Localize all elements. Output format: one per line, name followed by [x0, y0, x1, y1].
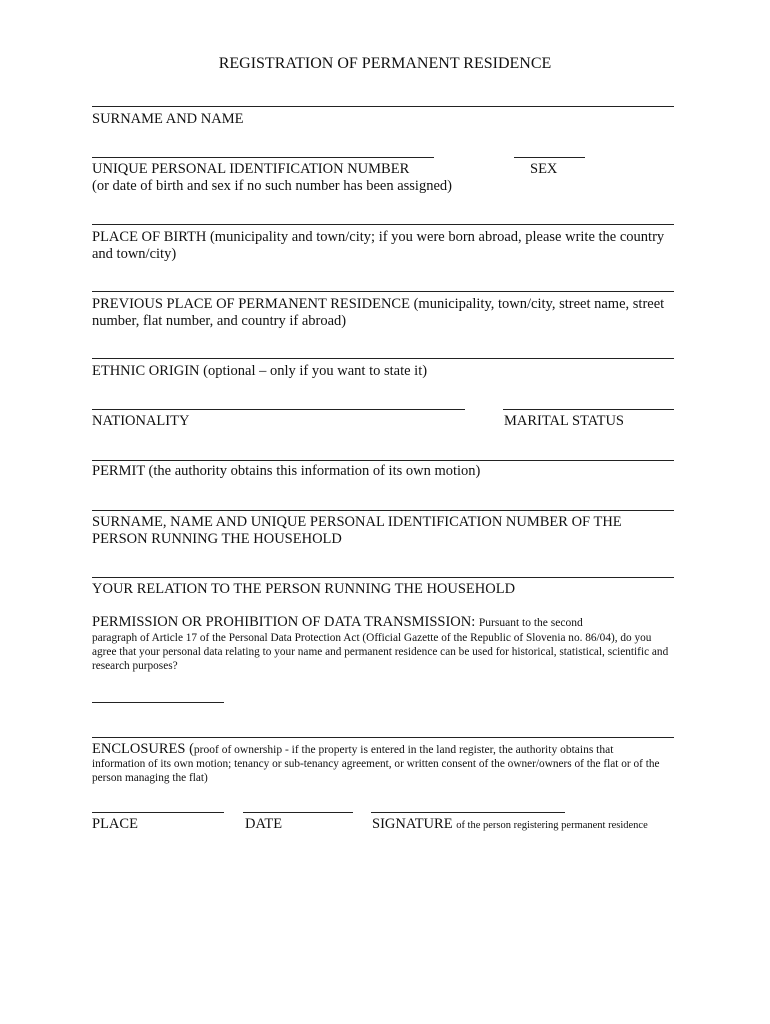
- permit-label: PERMIT (the authority obtains this information of its own motion): [92, 463, 481, 479]
- ethnic-origin-label: ETHNIC ORIGIN (optional – only if you want to state it): [92, 363, 428, 379]
- place-line[interactable]: [92, 812, 224, 813]
- enclosures-text-inline: proof of ownership - if the property is entered in the land register, the authority obtains that: [193, 744, 614, 756]
- permit-line[interactable]: [92, 460, 674, 461]
- unique-id-label: UNIQUE PERSONAL IDENTIFICATION NUMBER: [92, 161, 410, 177]
- signature-label: SIGNATURE: [372, 816, 453, 832]
- enclosures-heading: ENCLOSURES (: [92, 741, 194, 757]
- nationality-line[interactable]: [92, 409, 465, 410]
- permission-heading: PERMISSION OR PROHIBITION OF DATA TRANSMISSION:: [92, 614, 476, 630]
- page-title: REGISTRATION OF PERMANENT RESIDENCE: [218, 55, 552, 72]
- previous-residence-label: PREVIOUS PLACE OF PERMANENT RESIDENCE (municipality, town/city, street name, street number, flat number, and country if abroad): [92, 296, 665, 329]
- surname-name-label: SURNAME AND NAME: [92, 111, 244, 127]
- nationality-label: NATIONALITY: [92, 413, 190, 429]
- relation-label: YOUR RELATION TO THE PERSON RUNNING THE HOUSEHOLD: [92, 581, 516, 597]
- previous-residence-line[interactable]: [92, 291, 674, 292]
- permission-answer-line[interactable]: [92, 702, 224, 703]
- date-line[interactable]: [243, 812, 353, 813]
- household-head-line[interactable]: [92, 510, 674, 511]
- marital-status-label: MARITAL STATUS: [504, 413, 624, 429]
- date-label: DATE: [245, 816, 283, 832]
- permission-text-inline: Pursuant to the second: [478, 617, 583, 629]
- surname-name-line[interactable]: [92, 106, 674, 107]
- permission-heading-row: [92, 614, 583, 632]
- household-head-label: SURNAME, NAME AND UNIQUE PERSONAL IDENTIFICATION NUMBER OF THE PERSON RUNNING THE HOUSEHOLD: [92, 514, 622, 547]
- place-of-birth-line[interactable]: [92, 224, 674, 225]
- enclosures-text: information of its own motion; tenancy or sub-tenancy agreement, or written consent of the owner/owners of the flat or of the person managing the flat): [92, 758, 660, 784]
- enclosures-line[interactable]: [92, 737, 674, 738]
- relation-line[interactable]: [92, 577, 674, 578]
- marital-status-line[interactable]: [503, 409, 674, 410]
- ethnic-origin-line[interactable]: [92, 358, 674, 359]
- unique-id-line[interactable]: [92, 157, 434, 158]
- place-of-birth-label: PLACE OF BIRTH (municipality and town/city; if you were born abroad, please write the country and town/city): [92, 229, 665, 262]
- signature-note: of the person registering permanent residence: [456, 820, 648, 831]
- unique-id-note: (or date of birth and sex if no such number has been assigned): [92, 178, 452, 194]
- signature-line[interactable]: [371, 812, 565, 813]
- signature-label-row: [372, 816, 648, 834]
- sex-label: SEX: [530, 161, 558, 177]
- permission-text: paragraph of Article 17 of the Personal Data Protection Act (Official Gazette of the Republic of Slovenia no. 86/04), do you agree that your personal data relating to your name and permanent residence can be used for historical, statistical, scientific and research purposes?: [92, 632, 669, 672]
- sex-line[interactable]: [514, 157, 585, 158]
- place-label: PLACE: [92, 816, 138, 832]
